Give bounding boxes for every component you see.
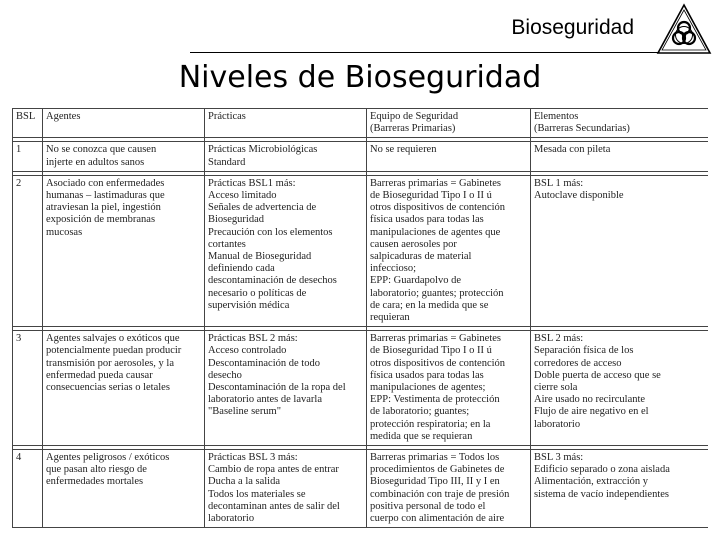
column-header [531, 109, 709, 138]
cell-line: procedimientos de Gabinetes de [370, 464, 505, 476]
table-cell [205, 331, 367, 446]
cell-line: Cambio de ropa antes de entrar [208, 464, 339, 476]
cell-line: consecuencias serias o letales [46, 382, 170, 394]
biosafety-levels-table [12, 108, 708, 528]
cell-line: "Baseline serum" [208, 406, 282, 418]
cell-line: (Barreras Primarias) [370, 123, 456, 135]
table-row [13, 450, 709, 528]
cell-line: causen aerosoles por [370, 238, 457, 250]
cell-line: exposición de membranas [46, 214, 156, 226]
cell-line: física usados para todas las [370, 369, 484, 381]
table-header [13, 109, 709, 138]
table-cell [531, 450, 709, 528]
cell-line: definiendo cada [208, 263, 275, 275]
cell-line: decontaminan antes de salir del [208, 500, 340, 512]
cell-line: Separación física de los [534, 345, 634, 357]
cell-line: Descontaminación de todo [208, 357, 320, 369]
cell-line: cuerpo con alimentación de aire [370, 513, 505, 525]
cell-line: de Bioseguridad Tipo I o II ú [370, 190, 492, 202]
cell-line: corredores de acceso [534, 357, 622, 369]
cell-line: cortantes [208, 238, 246, 250]
table-cell [205, 450, 367, 528]
cell-line: 3 [16, 333, 22, 345]
cell-line: Barreras primarias = Gabinetes [370, 177, 501, 189]
cell-line: Acceso limitado [208, 190, 277, 202]
cell-line: laboratorio [208, 513, 255, 525]
cell-line: Bioseguridad [208, 214, 264, 226]
cell-line: protección respiratoria; en la [370, 418, 491, 430]
cell-line: (Barreras Secundarias) [534, 123, 630, 135]
cell-line: de laboratorio; guantes; [370, 406, 470, 418]
column-header [367, 109, 531, 138]
table-cell [531, 331, 709, 446]
table-cell [43, 450, 205, 528]
cell-line: Doble puerta de acceso que se [534, 369, 661, 381]
table-body [13, 138, 709, 528]
cell-line: Standard [208, 156, 246, 168]
cell-line: Flujo de aire negativo en el [534, 406, 649, 418]
cell-line: desecho [208, 369, 242, 381]
cell-line: Bioseguridad Tipo III, II y I en [370, 476, 500, 488]
table-cell [13, 142, 43, 171]
table-cell [43, 175, 205, 326]
cell-line: física usados para todas las [370, 214, 484, 226]
cell-line: Edificio separado o zona aislada [534, 464, 670, 476]
cell-line: No se requieren [370, 144, 437, 156]
cell-line: mucosas [46, 226, 83, 238]
cell-line: requieran [370, 312, 410, 324]
header-title: Bioseguridad [511, 16, 634, 39]
cell-line: transmisión por aerosoles, y la [46, 357, 175, 369]
table-cell [367, 142, 531, 171]
table-cell [205, 142, 367, 171]
cell-line: Prácticas [208, 111, 246, 122]
cell-line: Agentes [46, 111, 81, 122]
cell-line: Acceso controlado [208, 345, 287, 357]
cell-line: Precaución con los elementos [208, 226, 333, 238]
column-header [205, 109, 367, 138]
cell-line: descontaminación de desechos [208, 275, 337, 287]
cell-line: BSL 2 más: [534, 333, 584, 345]
table-cell [367, 331, 531, 446]
cell-line: positiva personal de todo el [370, 500, 486, 512]
table-cell [531, 175, 709, 326]
table-row [13, 175, 709, 326]
cell-line: Elementos [534, 111, 579, 122]
biohazard-icon [656, 2, 712, 56]
table-cell [43, 142, 205, 171]
column-header [13, 109, 43, 138]
table-cell [13, 450, 43, 528]
cell-line: Agentes salvajes o exóticos que [46, 333, 180, 345]
cell-line: salpicaduras de material [370, 251, 472, 263]
table-cell [13, 175, 43, 326]
cell-line: Agentes peligrosos / exóticos [46, 452, 170, 464]
cell-line: No se conozca que causen [46, 144, 157, 156]
cell-line: potencialmente puedan producir [46, 345, 182, 357]
cell-line: EPP: Vestimenta de protección [370, 394, 500, 406]
cell-line: Prácticas BSL 2 más: [208, 333, 298, 345]
cell-line: EPP: Guardapolvo de [370, 275, 461, 287]
cell-line: Mesada con pileta [534, 144, 611, 156]
table-cell [43, 331, 205, 446]
column-header [43, 109, 205, 138]
cell-line: Aire usado no recirculante [534, 394, 646, 406]
cell-line: laboratorio [534, 418, 581, 430]
cell-line: de Bioseguridad Tipo I o II ú [370, 345, 492, 357]
page-title: Niveles de Bioseguridad [178, 60, 542, 95]
cell-line: injerte en adultos sanos [46, 156, 145, 168]
table-cell [531, 142, 709, 171]
cell-line: laboratorio; guantes; protección [370, 287, 504, 299]
cell-line: Manual de Bioseguridad [208, 251, 312, 263]
cell-line: Ducha a la salida [208, 476, 281, 488]
table-cell [13, 331, 43, 446]
cell-line: Barreras primarias = Gabinetes [370, 333, 501, 345]
cell-line: manipulaciones de agentes que [370, 226, 501, 238]
cell-line: combinación con traje de presión [370, 488, 510, 500]
cell-line: otros dispositivos de contención [370, 357, 506, 369]
cell-line: Prácticas BSL 3 más: [208, 452, 298, 464]
cell-line: BSL 1 más: [534, 177, 584, 189]
cell-line: Asociado con enfermedades [46, 177, 165, 189]
cell-line: atraviesan la piel, ingestión [46, 202, 161, 214]
cell-line: Barreras primarias = Todos los [370, 452, 500, 464]
cell-line: medida que se requieran [370, 430, 473, 442]
cell-line: BSL [16, 111, 36, 122]
cell-line: Prácticas BSL1 más: [208, 177, 296, 189]
cell-line: Alimentación, extracción y [534, 476, 648, 488]
table-cell [205, 175, 367, 326]
table-row [13, 142, 709, 171]
cell-line: supervisión médica [208, 299, 290, 311]
cell-line: infeccioso; [370, 263, 417, 275]
cell-line: enfermedades mortales [46, 476, 144, 488]
cell-line: laboratorio antes de lavarla [208, 394, 322, 406]
cell-line: que pasan alto riesgo de [46, 464, 147, 476]
cell-line: de cara; en la medida que se [370, 299, 489, 311]
cell-line: Autoclave disponible [534, 190, 624, 202]
cell-line: 2 [16, 177, 22, 189]
cell-line: Equipo de Seguridad [370, 111, 459, 122]
cell-line: sistema de vacío independientes [534, 488, 669, 500]
cell-line: Señales de advertencia de [208, 202, 317, 214]
cell-line: manipulaciones de agentes; [370, 382, 486, 394]
cell-line: otros dispositivos de contención [370, 202, 506, 214]
cell-line: cierre sola [534, 382, 578, 394]
cell-line: Descontaminación de la ropa del [208, 382, 346, 394]
table-cell [367, 175, 531, 326]
cell-line: BSL 3 más: [534, 452, 584, 464]
cell-line: necesario o políticas de [208, 287, 307, 299]
table-row [13, 331, 709, 446]
cell-line: Todos los materiales se [208, 488, 306, 500]
header-divider [190, 52, 660, 53]
cell-line: humanas – lastimaduras que [46, 190, 165, 202]
cell-line: 4 [16, 452, 22, 464]
table-cell [367, 450, 531, 528]
cell-line: enfermedad pueda causar [46, 369, 153, 381]
cell-line: Prácticas Microbiológicas [208, 144, 318, 156]
cell-line: 1 [16, 144, 22, 156]
header-row [13, 109, 709, 138]
